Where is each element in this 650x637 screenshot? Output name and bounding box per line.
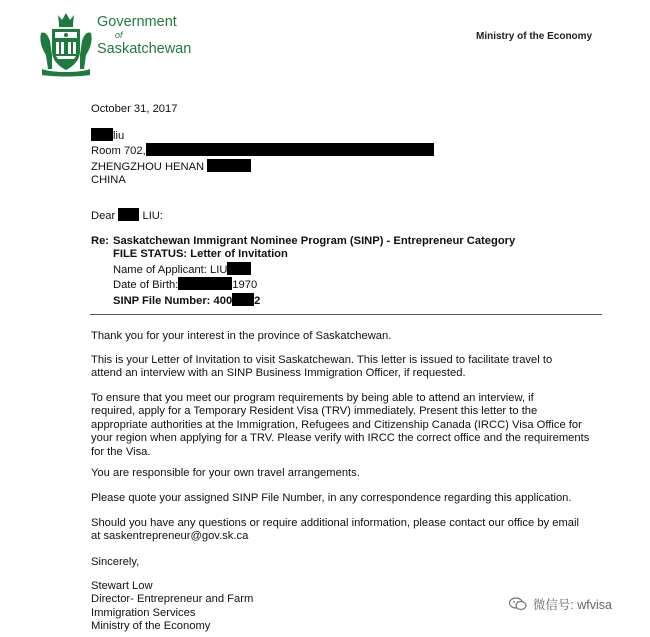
- paragraph-3-line: your region when applying for a TRV. Please verify with IRCC the correct office and the requirements: [91, 432, 590, 445]
- paragraph-3-line: for the Visa.: [91, 445, 151, 458]
- paragraph-3-line: appropriate authorities at the Immigration, Refugees and Citizenship Canada (IRCC) Visa Office for: [91, 418, 582, 431]
- paragraph-4: You are responsible for your own travel arrangements.: [91, 467, 360, 479]
- paragraph-3-line: required, apply for a Temporary Resident Visa (TRV) immediately. Present this letter to the: [91, 405, 538, 418]
- re-applicant: [113, 262, 515, 277]
- re-file-number: [113, 293, 515, 308]
- redaction-bar: [232, 293, 254, 306]
- re-applicant-label: Name of Applicant: LIU: [113, 263, 228, 276]
- address-name: liu: [113, 130, 125, 142]
- watermark-text: 微信号: wfvisa: [532, 598, 612, 612]
- address-line-4: CHINA: [91, 174, 126, 187]
- paragraph-6: [91, 517, 579, 544]
- re-file-number-label: SINP File Number: 400: [113, 294, 233, 307]
- re-file-status: FILE STATUS: Letter of Invitation: [113, 248, 288, 261]
- paragraph-2-line: This is your Letter of Invitation to visit Saskatchewan. This letter is issued to facilitate travel to: [91, 354, 553, 366]
- paragraph-5: Please quote your assigned SINP File Number, in any correspondence regarding this application.: [91, 492, 572, 504]
- address-block: [91, 128, 434, 188]
- redaction-bar: [207, 159, 251, 172]
- salutation-prefix: Dear: [91, 210, 116, 222]
- paragraph-2: [91, 354, 552, 381]
- signature-block: [91, 580, 253, 634]
- saskatchewan-crest-icon: [38, 11, 94, 77]
- closing: Sincerely,: [91, 556, 140, 568]
- gov-line-1: Government: [97, 14, 177, 30]
- address-city: ZHENGZHOU HENAN: [91, 160, 205, 173]
- divider: [90, 314, 602, 315]
- gov-line-3: Saskatchewan: [97, 41, 192, 57]
- re-block: [113, 235, 515, 308]
- redaction-bar: [91, 128, 113, 141]
- redaction-bar: [227, 262, 251, 275]
- contact-email: at saskentrepreneur@gov.sk.ca: [91, 530, 249, 543]
- letter-date: October 31, 2017: [91, 103, 178, 115]
- re-file-number-end: 2: [254, 294, 261, 307]
- re-program: Saskatchewan Immigrant Nominee Program (SINP) - Entrepreneur Category: [113, 235, 516, 247]
- wechat-icon: [509, 597, 527, 611]
- paragraph-3: [91, 392, 589, 459]
- redaction-bar: [146, 143, 434, 156]
- redaction-bar: [178, 277, 232, 290]
- government-wordmark: [97, 14, 191, 57]
- redaction-bar: [118, 208, 139, 221]
- address-room: Room 702,: [91, 145, 146, 158]
- re-dob-label: Date of Birth:: [113, 279, 179, 292]
- re-label: Re:: [91, 235, 110, 247]
- paragraph-1: Thank you for your interest in the province of Saskatchewan.: [91, 330, 392, 342]
- address-line-2: [91, 143, 434, 158]
- salutation: [91, 208, 163, 223]
- wechat-watermark: [509, 595, 612, 613]
- signatory-title: Ministry of the Economy: [91, 620, 211, 633]
- paragraph-2-line: attend an interview with an SINP Business Immigration Officer, if requested.: [91, 367, 466, 380]
- paragraph-6-line: Should you have any questions or require additional information, please contact our office by email: [91, 517, 579, 529]
- ministry-name: Ministry of the Economy: [476, 31, 593, 42]
- address-line-3: [91, 159, 434, 174]
- re-dob-year: 1970: [232, 279, 258, 292]
- paragraph-3-line: To ensure that you meet our program requirements by being able to attend an interview, if: [91, 392, 534, 404]
- address-line-1: [91, 128, 434, 143]
- signatory-title: Immigration Services: [91, 606, 196, 619]
- signatory-name: Stewart Low: [91, 580, 153, 592]
- re-dob: [113, 277, 515, 292]
- gov-line-2: of: [115, 30, 123, 40]
- signatory-title: Director- Entrepreneur and Farm: [91, 593, 254, 606]
- salutation-name: LIU:: [142, 210, 163, 222]
